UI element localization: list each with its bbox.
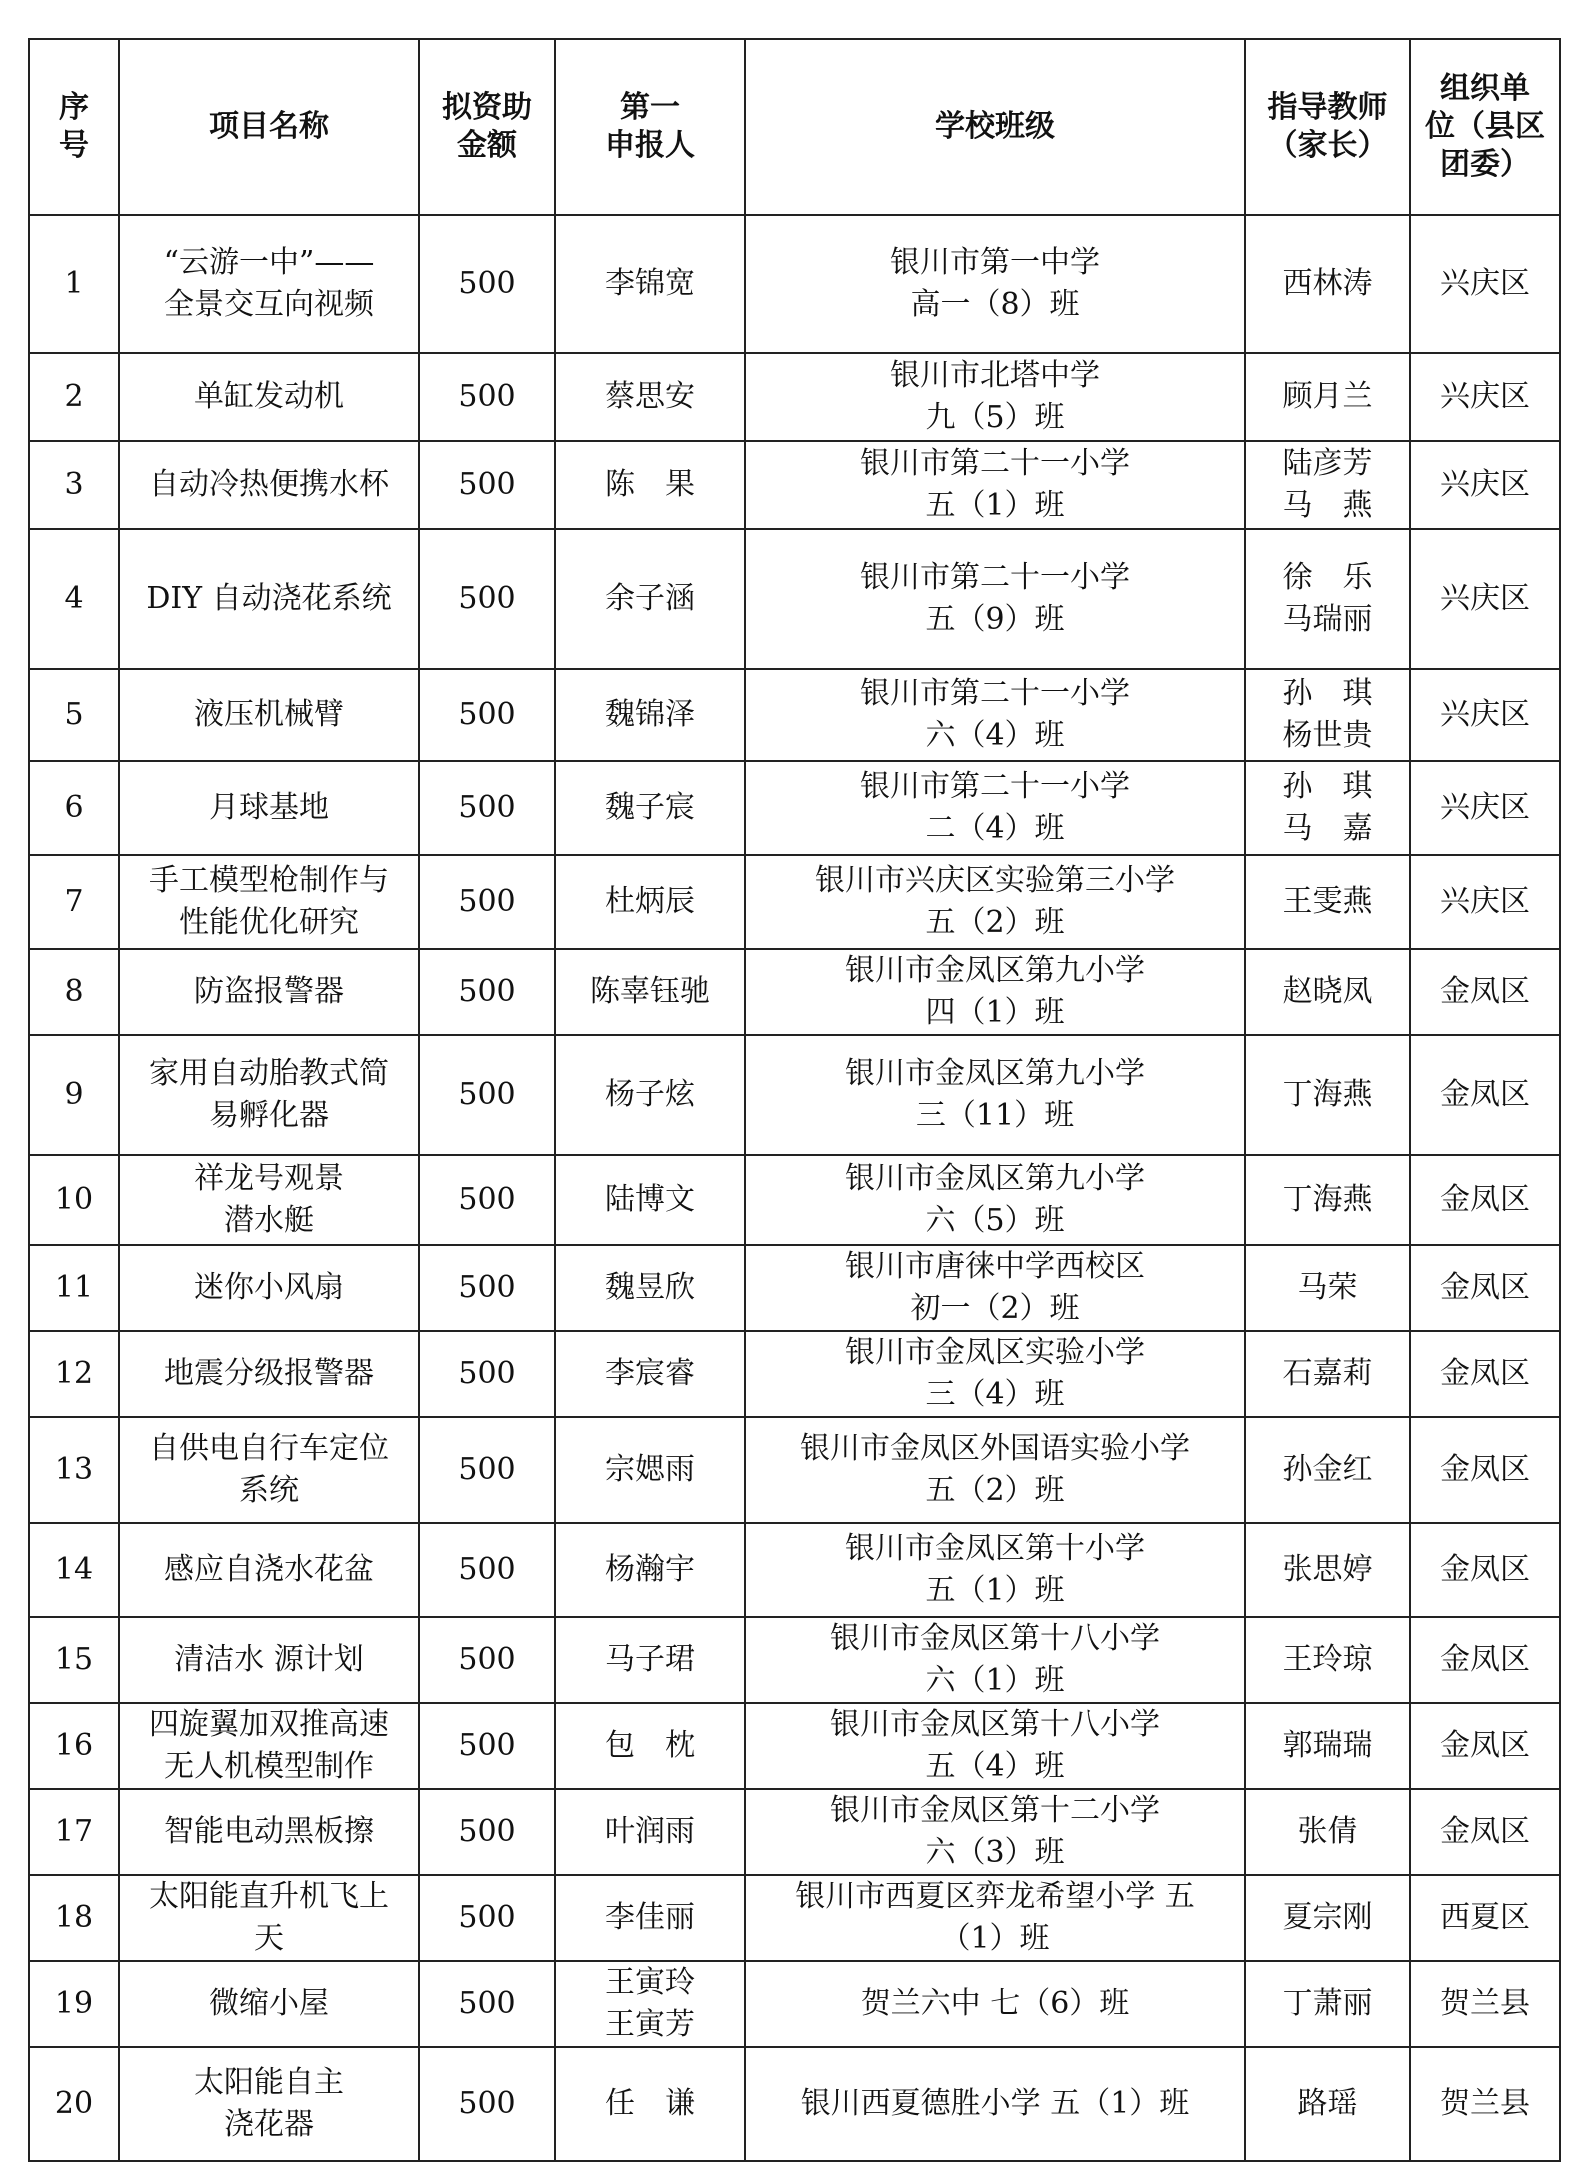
- header-applicant: 第一 申报人: [555, 39, 745, 215]
- cell-amount: 500: [419, 2047, 555, 2161]
- cell-org: 金凤区: [1410, 1155, 1560, 1245]
- cell-school: 银川市第二十一小学 六（4）班: [745, 669, 1245, 761]
- cell-project: 太阳能直升机飞上 天: [119, 1875, 419, 1961]
- cell-amount: 500: [419, 529, 555, 669]
- cell-project: 清洁水 源计划: [119, 1617, 419, 1703]
- header-seq: 序 号: [29, 39, 119, 215]
- cell-applicant: 叶润雨: [555, 1789, 745, 1875]
- cell-amount: 500: [419, 1617, 555, 1703]
- cell-teacher: 陆彦芳 马 燕: [1245, 441, 1410, 529]
- cell-seq: 7: [29, 855, 119, 949]
- cell-teacher: 丁海燕: [1245, 1035, 1410, 1155]
- table-row: [29, 2047, 1560, 2161]
- cell-applicant: 陈 果: [555, 441, 745, 529]
- cell-school: 银川市兴庆区实验第三小学 五（2）班: [745, 855, 1245, 949]
- cell-org: 兴庆区: [1410, 761, 1560, 855]
- table-row: [29, 1035, 1560, 1155]
- cell-applicant: 任 谦: [555, 2047, 745, 2161]
- cell-org: 贺兰县: [1410, 1961, 1560, 2047]
- cell-seq: 2: [29, 353, 119, 441]
- cell-amount: 500: [419, 1523, 555, 1617]
- table-row: [29, 441, 1560, 529]
- cell-teacher: 孙 琪 杨世贵: [1245, 669, 1410, 761]
- cell-amount: 500: [419, 441, 555, 529]
- cell-school: 银川市西夏区弈龙希望小学 五 （1）班: [745, 1875, 1245, 1961]
- cell-project: 祥龙号观景 潜水艇: [119, 1155, 419, 1245]
- cell-seq: 15: [29, 1617, 119, 1703]
- table-row: [29, 353, 1560, 441]
- table-row: [29, 1703, 1560, 1789]
- cell-teacher: 张倩: [1245, 1789, 1410, 1875]
- cell-amount: 500: [419, 1417, 555, 1523]
- cell-school: 银川市金凤区第十八小学 五（4）班: [745, 1703, 1245, 1789]
- header-org: 组织单 位（县区 团委）: [1410, 39, 1560, 215]
- cell-teacher: 马荣: [1245, 1245, 1410, 1331]
- cell-applicant: 魏锦泽: [555, 669, 745, 761]
- cell-teacher: 丁海燕: [1245, 1155, 1410, 1245]
- cell-amount: 500: [419, 855, 555, 949]
- cell-applicant: 杨瀚宇: [555, 1523, 745, 1617]
- table-row: [29, 529, 1560, 669]
- cell-seq: 20: [29, 2047, 119, 2161]
- cell-school: 银川市第二十一小学 五（1）班: [745, 441, 1245, 529]
- cell-project: 月球基地: [119, 761, 419, 855]
- table-row: [29, 1617, 1560, 1703]
- table-row: [29, 1155, 1560, 1245]
- cell-school: 银川市第一中学 高一（8）班: [745, 215, 1245, 353]
- cell-org: 金凤区: [1410, 1789, 1560, 1875]
- cell-teacher: 王玲琼: [1245, 1617, 1410, 1703]
- cell-seq: 16: [29, 1703, 119, 1789]
- cell-seq: 8: [29, 949, 119, 1035]
- cell-amount: 500: [419, 1245, 555, 1331]
- cell-project: 感应自浇水花盆: [119, 1523, 419, 1617]
- cell-project: 单缸发动机: [119, 353, 419, 441]
- cell-project: 自供电自行车定位 系统: [119, 1417, 419, 1523]
- cell-org: 金凤区: [1410, 1523, 1560, 1617]
- table-row: [29, 1875, 1560, 1961]
- cell-seq: 5: [29, 669, 119, 761]
- cell-amount: 500: [419, 1875, 555, 1961]
- cell-amount: 500: [419, 1155, 555, 1245]
- cell-org: 兴庆区: [1410, 855, 1560, 949]
- cell-teacher: 郭瑞瑞: [1245, 1703, 1410, 1789]
- cell-amount: 500: [419, 669, 555, 761]
- cell-amount: 500: [419, 1331, 555, 1417]
- cell-applicant: 宗媤雨: [555, 1417, 745, 1523]
- cell-org: 金凤区: [1410, 949, 1560, 1035]
- header-school: 学校班级: [745, 39, 1245, 215]
- cell-teacher: 孙金红: [1245, 1417, 1410, 1523]
- cell-project: 防盗报警器: [119, 949, 419, 1035]
- table-row: [29, 761, 1560, 855]
- cell-project: 迷你小风扇: [119, 1245, 419, 1331]
- cell-school: 银川市第二十一小学 五（9）班: [745, 529, 1245, 669]
- cell-amount: 500: [419, 215, 555, 353]
- cell-org: 金凤区: [1410, 1617, 1560, 1703]
- cell-school: 银川西夏德胜小学 五（1）班: [745, 2047, 1245, 2161]
- cell-applicant: 杨子炫: [555, 1035, 745, 1155]
- cell-seq: 4: [29, 529, 119, 669]
- cell-seq: 13: [29, 1417, 119, 1523]
- cell-seq: 1: [29, 215, 119, 353]
- cell-school: 银川市北塔中学 九（5）班: [745, 353, 1245, 441]
- cell-project: 微缩小屋: [119, 1961, 419, 2047]
- cell-seq: 19: [29, 1961, 119, 2047]
- funding-table: [28, 38, 1561, 2162]
- header-row: [29, 39, 1560, 215]
- cell-seq: 17: [29, 1789, 119, 1875]
- table-row: [29, 949, 1560, 1035]
- cell-applicant: 王寅玲 王寅芳: [555, 1961, 745, 2047]
- cell-project: 液压机械臂: [119, 669, 419, 761]
- cell-org: 金凤区: [1410, 1331, 1560, 1417]
- cell-teacher: 丁萧丽: [1245, 1961, 1410, 2047]
- cell-school: 银川市金凤区外国语实验小学 五（2）班: [745, 1417, 1245, 1523]
- table-row: [29, 855, 1560, 949]
- cell-school: 银川市金凤区第十小学 五（1）班: [745, 1523, 1245, 1617]
- cell-org: 西夏区: [1410, 1875, 1560, 1961]
- cell-org: 金凤区: [1410, 1035, 1560, 1155]
- cell-applicant: 李锦宽: [555, 215, 745, 353]
- cell-applicant: 杜炳辰: [555, 855, 745, 949]
- cell-applicant: 陆博文: [555, 1155, 745, 1245]
- table-row: [29, 1245, 1560, 1331]
- cell-school: 贺兰六中 七（6）班: [745, 1961, 1245, 2047]
- cell-applicant: 魏昱欣: [555, 1245, 745, 1331]
- cell-school: 银川市金凤区第九小学 四（1）班: [745, 949, 1245, 1035]
- cell-school: 银川市金凤区实验小学 三（4）班: [745, 1331, 1245, 1417]
- cell-teacher: 西林涛: [1245, 215, 1410, 353]
- cell-org: 兴庆区: [1410, 529, 1560, 669]
- cell-school: 银川市金凤区第十八小学 六（1）班: [745, 1617, 1245, 1703]
- cell-amount: 500: [419, 353, 555, 441]
- table-row: [29, 1417, 1560, 1523]
- cell-project: “云游一中”—— 全景交互向视频: [119, 215, 419, 353]
- cell-school: 银川市唐徕中学西校区 初一（2）班: [745, 1245, 1245, 1331]
- cell-amount: 500: [419, 761, 555, 855]
- cell-teacher: 徐 乐 马瑞丽: [1245, 529, 1410, 669]
- cell-org: 兴庆区: [1410, 215, 1560, 353]
- cell-project: DIY 自动浇花系统: [119, 529, 419, 669]
- table-row: [29, 1789, 1560, 1875]
- header-project: 项目名称: [119, 39, 419, 215]
- cell-seq: 10: [29, 1155, 119, 1245]
- cell-applicant: 余子涵: [555, 529, 745, 669]
- table-row: [29, 1523, 1560, 1617]
- cell-amount: 500: [419, 949, 555, 1035]
- cell-applicant: 陈辜钰驰: [555, 949, 745, 1035]
- cell-teacher: 夏宗刚: [1245, 1875, 1410, 1961]
- cell-applicant: 包 枕: [555, 1703, 745, 1789]
- cell-teacher: 张思婷: [1245, 1523, 1410, 1617]
- cell-org: 金凤区: [1410, 1703, 1560, 1789]
- cell-teacher: 赵晓凤: [1245, 949, 1410, 1035]
- cell-school: 银川市第二十一小学 二（4）班: [745, 761, 1245, 855]
- cell-org: 兴庆区: [1410, 353, 1560, 441]
- cell-seq: 6: [29, 761, 119, 855]
- table-row: [29, 1331, 1560, 1417]
- cell-seq: 3: [29, 441, 119, 529]
- cell-applicant: 李佳丽: [555, 1875, 745, 1961]
- header-amount: 拟资助 金额: [419, 39, 555, 215]
- cell-applicant: 马子珺: [555, 1617, 745, 1703]
- cell-amount: 500: [419, 1789, 555, 1875]
- cell-project: 太阳能自主 浇花器: [119, 2047, 419, 2161]
- cell-project: 地震分级报警器: [119, 1331, 419, 1417]
- cell-seq: 11: [29, 1245, 119, 1331]
- funding-table-container: [28, 38, 1561, 2162]
- table-row: [29, 1961, 1560, 2047]
- cell-project: 智能电动黑板擦: [119, 1789, 419, 1875]
- cell-amount: 500: [419, 1961, 555, 2047]
- cell-project: 自动冷热便携水杯: [119, 441, 419, 529]
- cell-project: 家用自动胎教式简 易孵化器: [119, 1035, 419, 1155]
- cell-seq: 9: [29, 1035, 119, 1155]
- table-body: [29, 215, 1560, 2161]
- cell-school: 银川市金凤区第九小学 三（11）班: [745, 1035, 1245, 1155]
- cell-applicant: 蔡思安: [555, 353, 745, 441]
- cell-teacher: 石嘉莉: [1245, 1331, 1410, 1417]
- cell-org: 兴庆区: [1410, 441, 1560, 529]
- cell-org: 贺兰县: [1410, 2047, 1560, 2161]
- table-row: [29, 215, 1560, 353]
- cell-seq: 12: [29, 1331, 119, 1417]
- header-teacher: 指导教师 （家长）: [1245, 39, 1410, 215]
- cell-org: 金凤区: [1410, 1417, 1560, 1523]
- cell-school: 银川市金凤区第九小学 六（5）班: [745, 1155, 1245, 1245]
- cell-amount: 500: [419, 1703, 555, 1789]
- table-row: [29, 669, 1560, 761]
- cell-seq: 14: [29, 1523, 119, 1617]
- cell-teacher: 顾月兰: [1245, 353, 1410, 441]
- cell-org: 金凤区: [1410, 1245, 1560, 1331]
- cell-applicant: 魏子宸: [555, 761, 745, 855]
- cell-project: 四旋翼加双推高速 无人机模型制作: [119, 1703, 419, 1789]
- cell-seq: 18: [29, 1875, 119, 1961]
- cell-applicant: 李宸睿: [555, 1331, 745, 1417]
- cell-teacher: 孙 琪 马 嘉: [1245, 761, 1410, 855]
- cell-teacher: 王雯燕: [1245, 855, 1410, 949]
- cell-amount: 500: [419, 1035, 555, 1155]
- cell-teacher: 路瑶: [1245, 2047, 1410, 2161]
- cell-org: 兴庆区: [1410, 669, 1560, 761]
- cell-project: 手工模型枪制作与 性能优化研究: [119, 855, 419, 949]
- cell-school: 银川市金凤区第十二小学 六（3）班: [745, 1789, 1245, 1875]
